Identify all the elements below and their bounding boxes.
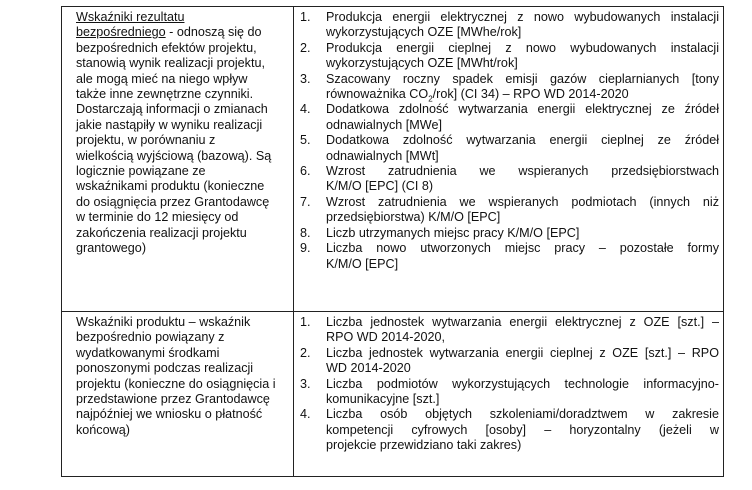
list-item-line: Produkcja energii cieplnej z nowo wybudowanych instalacji — [326, 40, 719, 55]
description-line — [76, 25, 287, 40]
list-item-number: 1. — [300, 10, 311, 24]
list-item-number: 6. — [300, 164, 311, 179]
description-line — [76, 118, 287, 133]
description-line — [76, 423, 287, 438]
list-item-number: 1. — [300, 315, 311, 329]
description-line — [76, 330, 287, 345]
description-text: Wskaźniki produktu – wskaźnik — [76, 315, 251, 329]
description-text: zakończenia realizacji projektu — [76, 225, 247, 240]
list-item-line: projekcie przewidziano taki zakres) — [326, 438, 522, 453]
list-item-line: RPO WD 2014-2020, — [326, 330, 445, 345]
description-line — [76, 56, 287, 71]
list-item-line: Liczba jednostek wytwarzania energii elektrycznej z OZE [szt.] – — [326, 315, 719, 329]
list-item-text — [326, 133, 719, 164]
indicators-table — [61, 6, 724, 477]
description-line — [76, 241, 287, 256]
description-text: - odnoszą się do — [165, 25, 262, 40]
description-line — [76, 361, 287, 376]
list-item-number: 5. — [300, 133, 311, 148]
list-item — [298, 226, 719, 241]
description-line — [76, 179, 287, 194]
description-line — [76, 407, 287, 422]
list-item-text — [326, 10, 719, 41]
list-item-text — [326, 377, 719, 408]
product-indicators-list — [298, 315, 719, 454]
list-item — [298, 72, 719, 103]
description-text: Dostarczają informacji o zmianach — [76, 102, 268, 117]
description-text: przedstawione przez Grantodawcę — [76, 392, 270, 407]
list-item-line: Produkcja energii elektrycznej z nowo wybudowanych instalacji — [326, 10, 719, 24]
list-item-line: odnawialnych [MWe] — [326, 117, 442, 132]
list-item — [298, 41, 719, 72]
description-line — [76, 133, 287, 148]
description-text: Wskaźniki rezultatu — [76, 10, 185, 24]
list-item — [298, 164, 719, 195]
description-line — [76, 72, 287, 87]
description-text: także inne zewnętrzne czynniki. — [76, 87, 254, 102]
description-text: wielkością wyjściową (bazową). Są — [76, 148, 272, 163]
description-text: bezpośrednio powiązany z — [76, 330, 225, 345]
description-line — [76, 87, 287, 102]
list-item-line: kompetencji cyfrowych [osoby] – horyzontalny (jeżeli w — [326, 422, 719, 437]
list-item — [298, 195, 719, 226]
description-text: najpóźniej we wniosku o płatność — [76, 407, 263, 422]
list-item-text — [326, 41, 719, 72]
list-item-number: 7. — [300, 194, 311, 209]
list-item-number: 3. — [300, 71, 311, 86]
list-item — [298, 346, 719, 377]
list-item-text — [326, 226, 719, 241]
result-indicators-description — [62, 7, 294, 312]
description-text: logicznie powiązane ze — [76, 164, 206, 179]
list-item-number: 4. — [300, 407, 311, 422]
list-item-text — [326, 315, 719, 346]
description-line — [76, 377, 287, 392]
description-text: ale mogą mieć na niego wpływ — [76, 71, 248, 86]
description-line — [76, 41, 287, 56]
list-item-text — [326, 164, 719, 195]
list-item-text — [326, 102, 719, 133]
description-text: grantowego) — [76, 241, 147, 256]
description-line — [76, 195, 287, 210]
list-item-line: Dodatkowa zdolność wytwarzania energii elektrycznej ze źródeł — [326, 102, 719, 117]
description-line — [76, 392, 287, 407]
product-indicators-description — [62, 312, 294, 477]
list-item — [298, 407, 719, 453]
list-item-line: równoważnika $CO_2/rok$] (CI 34) – RPO WD 2014-2020 — [326, 87, 629, 104]
list-item — [298, 377, 719, 408]
list-item-number: 9. — [300, 241, 311, 256]
description-line — [76, 102, 287, 117]
list-item-number: 4. — [300, 102, 311, 117]
list-item-number: 2. — [300, 345, 311, 360]
list-item-line: Liczba osób objętych szkoleniami/doradztwem w zakresie — [326, 407, 719, 422]
description-text: końcową) — [76, 422, 130, 437]
product-indicators-list-cell — [294, 312, 724, 477]
description-text: stanowią wynik realizacji projektu, — [76, 56, 265, 71]
list-item-text — [326, 195, 719, 226]
list-item-number: 3. — [300, 376, 311, 391]
table-row-result-indicators — [62, 7, 724, 312]
list-item-line: wykorzystujących OZE [MWhe/rok] — [326, 25, 522, 40]
result-indicators-list — [298, 10, 719, 272]
list-item-line: odnawialnych [MWt] — [326, 148, 439, 163]
list-item-line: Wzrost zatrudnienia we wspieranych podmiotach (innych niż — [326, 194, 719, 209]
description-text: jakie nastąpiły w wyniku realizacji — [76, 117, 263, 132]
list-item-text — [326, 346, 719, 377]
list-item-line: Szacowany roczny spadek emisji gazów cieplarnianych [tony — [326, 71, 719, 86]
list-item — [298, 241, 719, 272]
list-item-text — [326, 72, 719, 103]
list-item-line: Liczb utrzymanych miejsc pracy K/M/O [EPC] — [326, 225, 580, 240]
list-item — [298, 315, 719, 346]
list-item-line: WD 2014-2020 — [326, 361, 411, 376]
description-line — [76, 164, 287, 179]
description-text: projektu (konieczne do osiągnięcia i — [76, 376, 276, 391]
description-text: w terminie do 12 miesięcy od — [76, 210, 239, 225]
list-item-line: Wzrost zatrudnienia we wspieranych przedsiębiorstwach — [326, 164, 719, 179]
description-line — [76, 315, 287, 330]
description-line — [76, 149, 287, 164]
result-indicators-list-cell — [294, 7, 724, 312]
description-line — [76, 346, 287, 361]
list-item-number: 2. — [300, 40, 311, 55]
description-text: ponoszonymi podczas realizacji — [76, 361, 254, 376]
list-item-line: K/M/O [EPC] (CI 8) — [326, 179, 434, 194]
list-item-line: wykorzystujących OZE [MWht/rok] — [326, 56, 518, 71]
description-text: bezpośrednich efektów projektu, — [76, 40, 257, 55]
description-text: wydatkowanymi środkami — [76, 345, 220, 360]
list-item-line: komunikacyjne [szt.] — [326, 392, 440, 407]
table-row-product-indicators — [62, 312, 724, 477]
description-line — [76, 10, 287, 25]
list-item — [298, 102, 719, 133]
list-item-text — [326, 241, 719, 272]
list-item-text — [326, 407, 719, 453]
list-item-line: Dodatkowa zdolność wytwarzania energii cieplnej ze źródeł — [326, 133, 719, 148]
description-line — [76, 226, 287, 241]
description-text: do osiągnięcia przez Grantodawcę — [76, 194, 270, 209]
list-item-line: Liczba podmiotów wykorzystujących technologie informacyjno- — [326, 376, 719, 391]
list-item — [298, 133, 719, 164]
description-text: projektu, w porównaniu z — [76, 133, 216, 148]
list-item-line: K/M/O [EPC] — [326, 256, 399, 271]
list-item-line: przedsiębiorstwa) K/M/O [EPC] — [326, 210, 501, 225]
list-item — [298, 10, 719, 41]
description-text: bezpośredniego — [76, 25, 166, 40]
description-text: wskaźnikami produktu (konieczne — [76, 179, 265, 194]
description-line — [76, 210, 287, 225]
list-item-line: Liczba jednostek wytwarzania energii cieplnej z OZE [szt.] – RPO — [326, 345, 719, 360]
list-item-number: 8. — [300, 225, 311, 240]
list-item-line: Liczba nowo utworzonych miejsc pracy – pozostałe formy — [326, 241, 719, 256]
